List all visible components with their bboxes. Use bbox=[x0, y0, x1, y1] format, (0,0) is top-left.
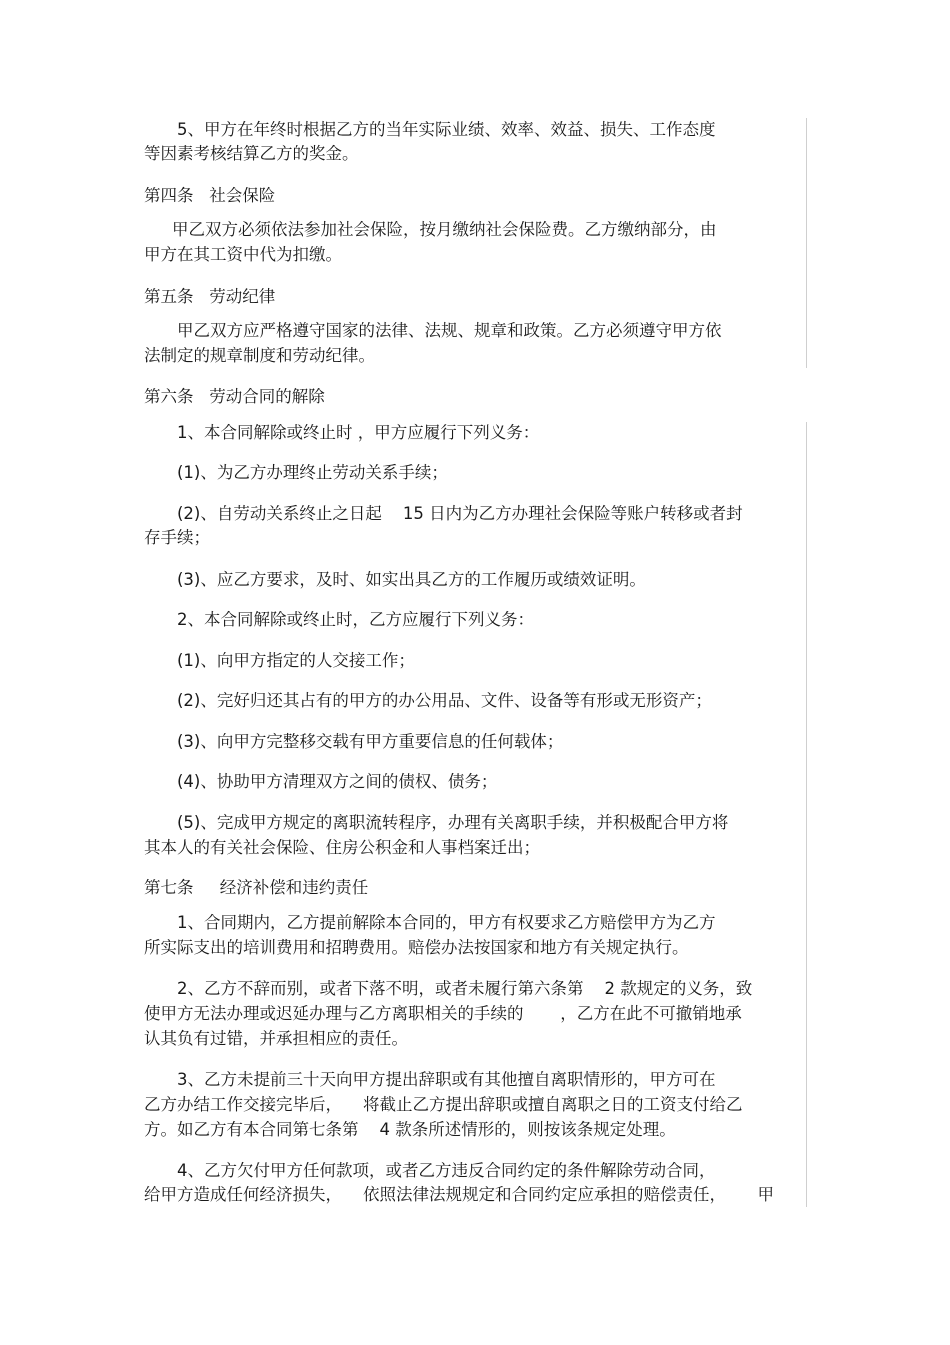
paragraph-line: 法制定的规章制度和劳动纪律。 bbox=[144, 346, 375, 365]
paragraph-line: 2、本合同解除或终止时，乙方应履行下列义务： bbox=[177, 610, 534, 629]
paragraph-line: (4)、协助甲方清理双方之间的债权、债务； bbox=[177, 772, 498, 791]
paragraph-line: 等因素考核结算乙方的奖金。 bbox=[144, 144, 359, 163]
paragraph-line: 给甲方造成任何经济损失， 依照法律法规规定和合同约定应承担的赔偿责任， 甲 bbox=[144, 1185, 774, 1204]
paragraph-line: 3、乙方未提前三十天向甲方提出辞职或有其他擅自离职情形的，甲方可在 bbox=[177, 1070, 716, 1089]
paragraph-line: (3)、应乙方要求，及时、如实出具乙方的工作履历或绩效证明。 bbox=[177, 570, 646, 589]
paragraph-line: 存手续； bbox=[144, 528, 210, 547]
paragraph-line: (2)、完好归还其占有的甲方的办公用品、文件、设备等有形或无形资产； bbox=[177, 691, 712, 710]
margin-rule bbox=[806, 422, 807, 1207]
paragraph-line: 甲方在其工资中代为扣缴。 bbox=[144, 245, 342, 264]
paragraph-line: (2)、自劳动关系终止之日起 15 日内为乙方办理社会保险等账户转移或者封 bbox=[177, 504, 743, 523]
paragraph-line: (1)、为乙方办理终止劳动关系手续； bbox=[177, 463, 448, 482]
paragraph-line: (1)、向甲方指定的人交接工作； bbox=[177, 651, 415, 670]
paragraph-line: 1、本合同解除或终止时 ，甲方应履行下列义务： bbox=[177, 423, 540, 442]
margin-rule bbox=[806, 118, 807, 368]
paragraph-line: 方。如乙方有本合同第七条第 4 款条所述情形的，则按该条规定处理。 bbox=[144, 1120, 676, 1139]
paragraph-line: 甲乙双方应严格遵守国家的法律、法规、规章和政策。乙方必须遵守甲方依 bbox=[177, 321, 722, 340]
paragraph-line: (3)、向甲方完整移交载有甲方重要信息的任何载体； bbox=[177, 732, 564, 751]
paragraph-line: 使甲方无法办理或迟延办理与乙方离职相关的手续的 ，乙方在此不可撤销地承 bbox=[144, 1004, 742, 1023]
paragraph-line: 5、甲方在年终时根据乙方的当年实际业绩、效率、效益、损失、工作态度 bbox=[177, 120, 716, 139]
paragraph-line: 乙方办结工作交接完毕后， 将截止乙方提出辞职或擅自离职之日的工资支付给乙 bbox=[144, 1095, 743, 1114]
paragraph-line: 甲乙双方必须依法参加社会保险，按月缴纳社会保险费。乙方缴纳部分，由 bbox=[172, 220, 717, 239]
paragraph-line: (5)、完成甲方规定的离职流转程序，办理有关离职手续，并积极配合甲方将 bbox=[177, 813, 729, 832]
paragraph-line: 4、乙方欠付甲方任何款项，或者乙方违反合同约定的条件解除劳动合同， bbox=[177, 1161, 716, 1180]
paragraph-line: 1、合同期内，乙方提前解除本合同的，甲方有权要求乙方赔偿甲方为乙方 bbox=[177, 913, 716, 932]
paragraph-line: 其本人的有关社会保险、住房公积金和人事档案迁出； bbox=[144, 838, 540, 857]
paragraph-line: 认其负有过错，并承担相应的责任。 bbox=[144, 1029, 408, 1048]
section-heading: 第五条 劳动纪律 bbox=[144, 287, 276, 306]
section-heading: 第七条 经济补偿和违约责任 bbox=[144, 878, 369, 897]
paragraph-line: 所实际支出的培训费用和招聘费用。赔偿办法按国家和地方有关规定执行。 bbox=[144, 938, 689, 957]
section-heading: 第六条 劳动合同的解除 bbox=[144, 387, 325, 406]
section-heading: 第四条 社会保险 bbox=[144, 186, 276, 205]
paragraph-line: 2、乙方不辞而别，或者下落不明，或者未履行第六条第 2 款规定的义务，致 bbox=[177, 979, 753, 998]
